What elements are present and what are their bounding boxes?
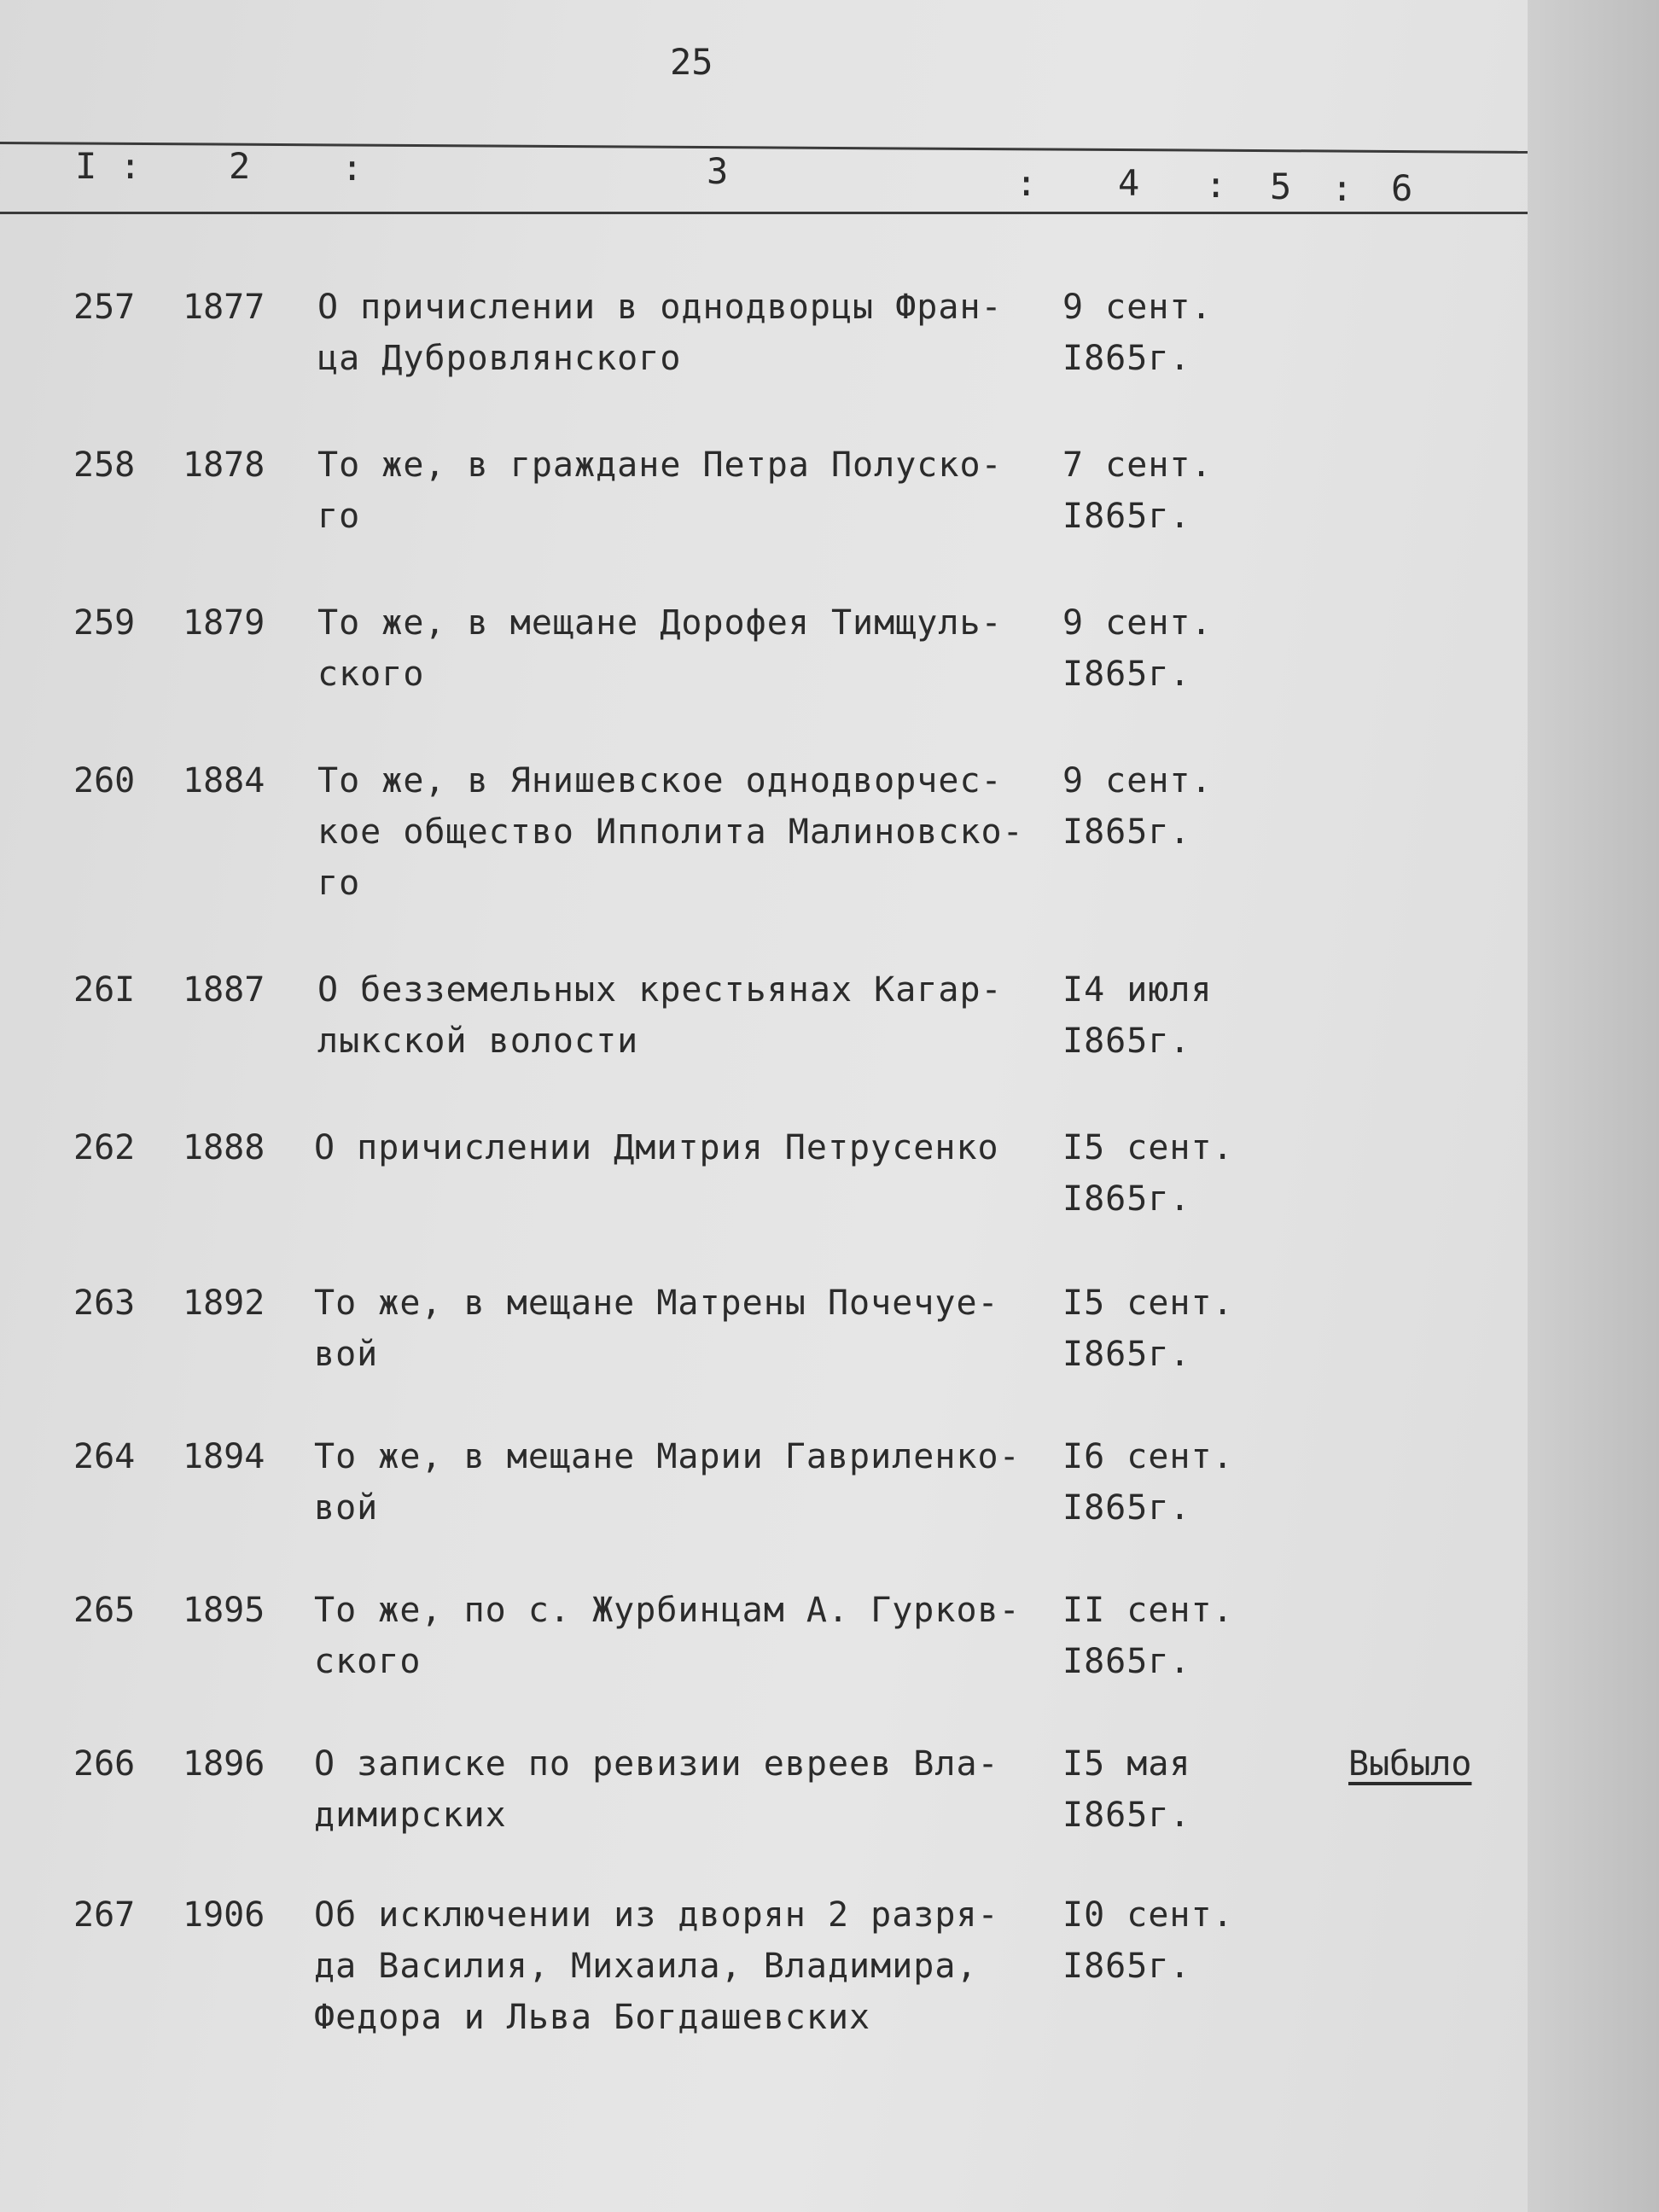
date-line: I0 сент. (1062, 1895, 1234, 1935)
row-description (314, 1738, 1065, 1841)
date-line: I865г. (1062, 1488, 1191, 1528)
header-separator: : (1205, 164, 1227, 206)
date-line: I4 июля (1062, 970, 1213, 1010)
row-file-code: 1894 (183, 1437, 265, 1476)
row-description (314, 1585, 1065, 1687)
row-description (317, 282, 1068, 384)
date-line: I865г. (1062, 1947, 1191, 1986)
row-note: Выбыло (1348, 1744, 1472, 1784)
description-line: О причислении в однодворцы Фран- (317, 288, 1003, 327)
row-description (314, 1278, 1065, 1380)
date-line: I865г. (1062, 1179, 1191, 1219)
description-line: ца Дубровлянского (317, 339, 682, 378)
header-separator: : (341, 147, 364, 189)
description-line: ского (314, 1642, 422, 1681)
description-line: димирских (314, 1796, 507, 1835)
row-description (314, 1122, 1065, 1173)
row-date (1062, 1278, 1267, 1380)
header-separator: : (1331, 167, 1353, 209)
date-line: II сент. (1062, 1591, 1234, 1630)
row-file-code: 1878 (183, 445, 265, 485)
description-line: То же, в мещане Марии Гавриленко- (314, 1437, 1021, 1476)
header-col-4: 4 (1118, 162, 1140, 204)
date-line: I5 мая (1062, 1744, 1191, 1784)
description-line: То же, в мещане Матрены Почечуе- (314, 1284, 999, 1323)
row-file-code: 1906 (183, 1895, 265, 1935)
row-date (1062, 1122, 1267, 1225)
row-description (317, 964, 1068, 1067)
row-number: 262 (73, 1128, 136, 1167)
row-date (1062, 1431, 1267, 1534)
description-line: Федора и Льва Богдашевских (314, 1998, 871, 2037)
date-line: 9 сент. (1062, 761, 1213, 800)
description-line: кое общество Ипполита Малиновско- (317, 812, 1024, 852)
description-line: То же, в мещане Дорофея Тимщуль- (317, 603, 1003, 643)
description-line: го (317, 497, 361, 536)
row-number: 260 (73, 761, 136, 800)
row-file-code: 1887 (183, 970, 265, 1010)
row-date (1062, 597, 1267, 700)
row-date (1062, 1889, 1267, 1992)
row-date (1062, 755, 1267, 858)
description-line: вой (314, 1335, 379, 1374)
date-line: I865г. (1062, 812, 1191, 852)
date-line: I865г. (1062, 1022, 1191, 1061)
row-number: 258 (73, 445, 136, 485)
date-line: I865г. (1062, 655, 1191, 694)
row-file-code: 1884 (183, 761, 265, 800)
row-number: 259 (73, 603, 136, 643)
description-line: го (317, 864, 361, 903)
date-line: 7 сент. (1062, 445, 1213, 485)
description-line: То же, в граждане Петра Полуско- (317, 445, 1003, 485)
row-date (1062, 1585, 1267, 1687)
description-line: ского (317, 655, 425, 694)
description-line: да Василия, Михаила, Владимира, (314, 1947, 978, 1986)
date-line: I5 сент. (1062, 1284, 1234, 1323)
date-line: 9 сент. (1062, 288, 1213, 327)
row-file-code: 1896 (183, 1744, 265, 1784)
header-col-3: 3 (707, 150, 729, 192)
row-number: 265 (73, 1591, 136, 1630)
description-line: Об исключении из дворян 2 разря- (314, 1895, 999, 1935)
page-shadow-edge (1528, 0, 1659, 2212)
row-number: 257 (73, 288, 136, 327)
date-line: I5 сент. (1062, 1128, 1234, 1167)
page-number: 25 (670, 41, 713, 83)
header-separator: : (1016, 162, 1038, 204)
date-line: I865г. (1062, 1335, 1191, 1374)
header-separator: : (119, 145, 142, 187)
description-line: О безземельных крестьянах Кагар- (317, 970, 1003, 1010)
row-description (314, 1889, 1065, 2043)
row-file-code: 1895 (183, 1591, 265, 1630)
date-line: I865г. (1062, 339, 1191, 378)
header-col-6: 6 (1391, 167, 1413, 209)
row-date (1062, 282, 1267, 384)
date-line: I865г. (1062, 1796, 1191, 1835)
header-col-2: 2 (229, 145, 251, 187)
row-file-code: 1892 (183, 1284, 265, 1323)
date-line: 9 сент. (1062, 603, 1213, 643)
row-file-code: 1877 (183, 288, 265, 327)
row-description (314, 1431, 1065, 1534)
description-line: То же, по с. Журбинцам А. Гурков- (314, 1591, 1021, 1630)
row-number: 264 (73, 1437, 136, 1476)
header-bottom-rule (0, 212, 1528, 214)
description-line: То же, в Янишевское однодворчес- (317, 761, 1003, 800)
row-number: 263 (73, 1284, 136, 1323)
description-line: О записке по ревизии евреев Вла- (314, 1744, 999, 1784)
date-line: I865г. (1062, 1642, 1191, 1681)
description-line: лыкской волости (317, 1022, 639, 1061)
row-description (317, 439, 1068, 542)
row-date (1062, 1738, 1267, 1841)
header-col-1: I (75, 145, 97, 187)
description-line: вой (314, 1488, 379, 1528)
row-number: 267 (73, 1895, 136, 1935)
row-description (317, 755, 1068, 909)
description-line: О причислении Дмитрия Петрусенко (314, 1128, 999, 1167)
row-description (317, 597, 1068, 700)
row-file-code: 1879 (183, 603, 265, 643)
row-date (1062, 964, 1267, 1067)
row-date (1062, 439, 1267, 542)
date-line: I6 сент. (1062, 1437, 1234, 1476)
row-number: 266 (73, 1744, 136, 1784)
row-number: 26I (73, 970, 136, 1010)
header-col-5: 5 (1270, 166, 1292, 207)
date-line: I865г. (1062, 497, 1191, 536)
row-file-code: 1888 (183, 1128, 265, 1167)
